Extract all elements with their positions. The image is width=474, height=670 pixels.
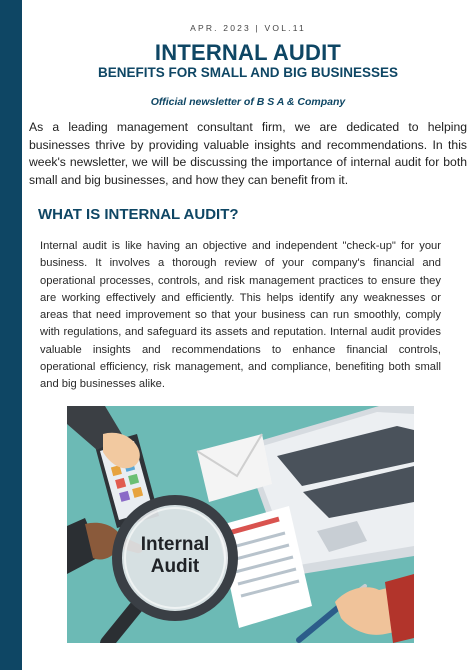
newsletter-subtitle: BENEFITS FOR SMALL AND BIG BUSINESSES [97,65,399,80]
newsletter-title: INTERNAL AUDIT [154,40,342,65]
internal-audit-illustration [67,406,414,643]
issue-date-volume: APR. 2023 | VOL.11 [190,23,306,33]
side-accent-bar [0,0,22,670]
section-body-paragraph: Internal audit is like having an objective and independent "check-up" for your business. It involves a thorough review of your company's financial and operational processes, controls, and risk management practices to ensure they are working effectively and efficiently. This helps identify any weaknesses or areas that need improvement so that your business can run smoothly, comply with regulations, and safeguard its assets and reputation. Internal audit provides valuable insights and recommendations to enhance financial controls, operational efficiency, risk management, and compliance, benefiting both small and big businesses alike. [40,240,441,391]
newsletter-byline: Official newsletter of B S A & Company [150,96,346,108]
magnifier-label-internal: Internal [140,534,210,555]
intro-paragraph: As a leading management consultant firm, we are dedicated to helping businesses thrive by providing valuable insights and recommendations. In this week's newsletter, we will be discussing the importance of internal audit for both small and big businesses, and how they can benefit from it. [29,120,467,187]
section-heading: WHAT IS INTERNAL AUDIT? [38,206,239,223]
magnifier-label-audit: Audit [150,556,200,577]
